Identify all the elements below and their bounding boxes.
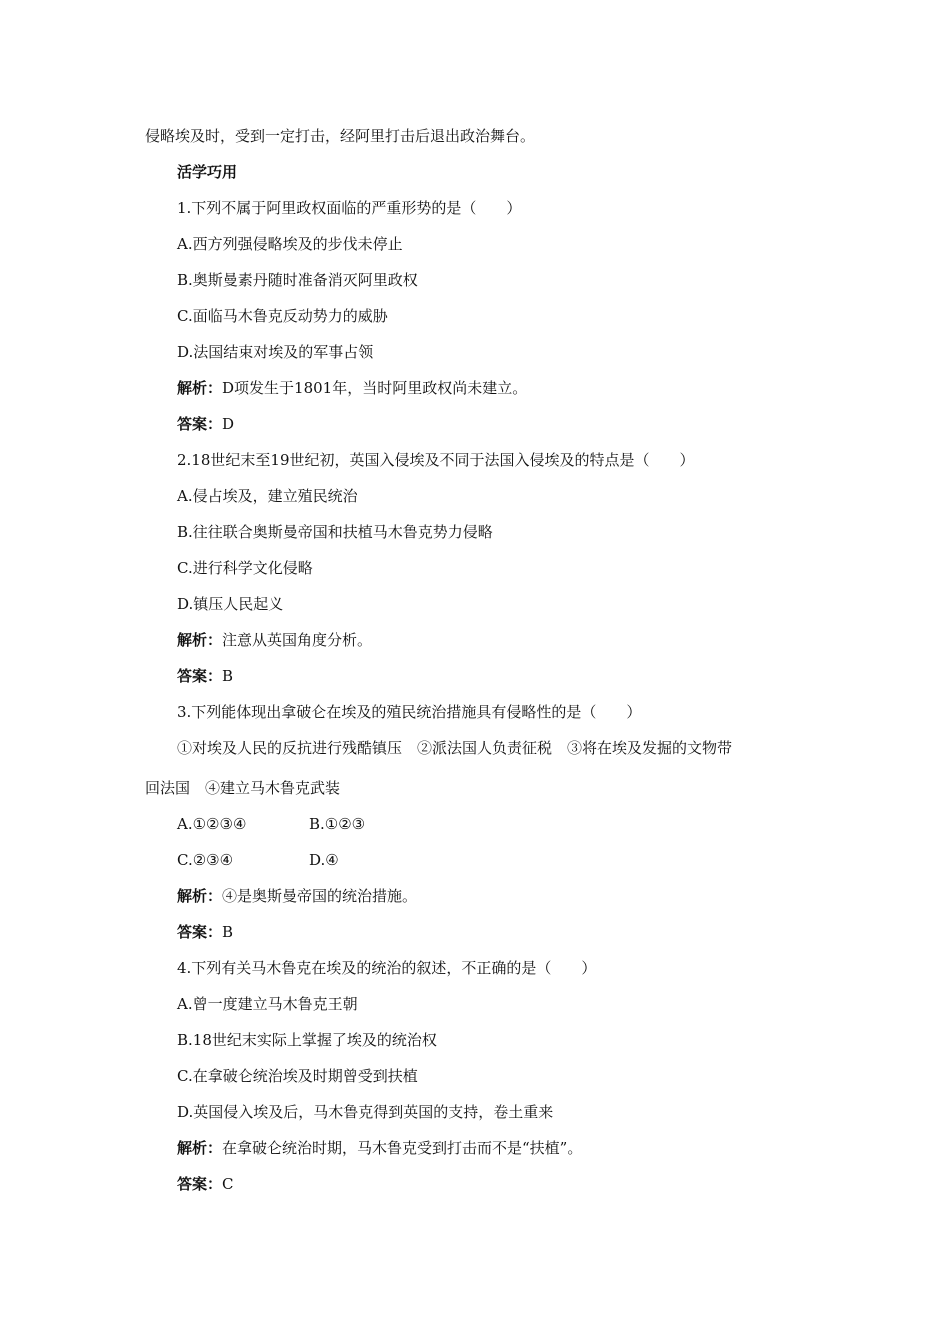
answer-value: B — [222, 667, 234, 685]
question-stem: 3.下列能体现出拿破仑在埃及的殖民统治措施具有侵略性的是（ ） — [177, 703, 642, 721]
analysis-label: 解析： — [177, 379, 223, 397]
option-a: A.曾一度建立马木鲁克王朝 — [177, 995, 358, 1013]
option-d: D.法国结束对埃及的军事占领 — [177, 343, 374, 361]
option-c: C.面临马木鲁克反动势力的威胁 — [177, 307, 388, 325]
question-stem: 4.下列有关马木鲁克在埃及的统治的叙述，不正确的是（ ） — [177, 959, 597, 977]
option-row-2 — [177, 850, 477, 870]
analysis-text: 注意从英国角度分析。 — [222, 631, 373, 649]
option-d: D.镇压人民起义 — [177, 595, 284, 613]
analysis — [177, 1138, 582, 1158]
option-d: D.英国侵入埃及后，马木鲁克得到英国的支持，卷土重来 — [177, 1103, 554, 1121]
analysis — [177, 378, 527, 398]
numbered-items-line-1: ①对埃及人民的反抗进行残酷镇压 ②派法国人负责征税 ③将在埃及发掘的文物带 — [177, 739, 733, 757]
question-stem: 2.18世纪末至19世纪初，英国入侵埃及不同于法国入侵埃及的特点是（ ） — [177, 451, 695, 469]
answer-value: D — [222, 415, 235, 433]
answer — [177, 1174, 234, 1194]
analysis-text: 在拿破仑统治时期，马木鲁克受到打击而不是“扶植”。 — [222, 1139, 583, 1157]
option-a: A.①②③④ — [177, 815, 247, 833]
analysis-label: 解析： — [177, 631, 223, 649]
answer — [177, 922, 233, 942]
option-b: B.奥斯曼素丹随时准备消灭阿里政权 — [177, 271, 418, 289]
answer-value: C — [222, 1175, 234, 1193]
answer — [177, 666, 233, 686]
option-b: B.往往联合奥斯曼帝国和扶植马木鲁克势力侵略 — [177, 523, 493, 541]
option-a: A.西方列强侵略埃及的步伐未停止 — [177, 235, 403, 253]
option-d: D.④ — [309, 851, 339, 869]
numbered-items-line-2: 回法国 ④建立马木鲁克武装 — [145, 779, 341, 797]
option-c: C.②③④ — [177, 851, 234, 869]
option-row-1 — [177, 814, 477, 834]
option-c: C.在拿破仑统治埃及时期曾受到扶植 — [177, 1067, 418, 1085]
intro-tail-text: 侵略埃及时，受到一定打击，经阿里打击后退出政治舞台。 — [145, 127, 536, 145]
answer-label: 答案： — [177, 1175, 223, 1193]
question-stem: 1.下列不属于阿里政权面临的严重形势的是（ ） — [177, 199, 522, 217]
answer-label: 答案： — [177, 415, 223, 433]
analysis-label: 解析： — [177, 887, 223, 905]
option-a: A.侵占埃及，建立殖民统治 — [177, 487, 358, 505]
option-b: B.①②③ — [309, 815, 366, 833]
answer-label: 答案： — [177, 667, 223, 685]
answer-label: 答案： — [177, 923, 223, 941]
analysis-label: 解析： — [177, 1139, 223, 1157]
option-c: C.进行科学文化侵略 — [177, 559, 313, 577]
option-b: B.18世纪末实际上掌握了埃及的统治权 — [177, 1031, 437, 1049]
analysis — [177, 886, 417, 906]
analysis-text: ④是奥斯曼帝国的统治措施。 — [222, 887, 418, 905]
analysis-text: D项发生于1801年，当时阿里政权尚未建立。 — [222, 379, 528, 397]
analysis — [177, 630, 372, 650]
answer-value: B — [222, 923, 234, 941]
answer — [177, 414, 234, 434]
section-title: 活学巧用 — [177, 163, 238, 181]
